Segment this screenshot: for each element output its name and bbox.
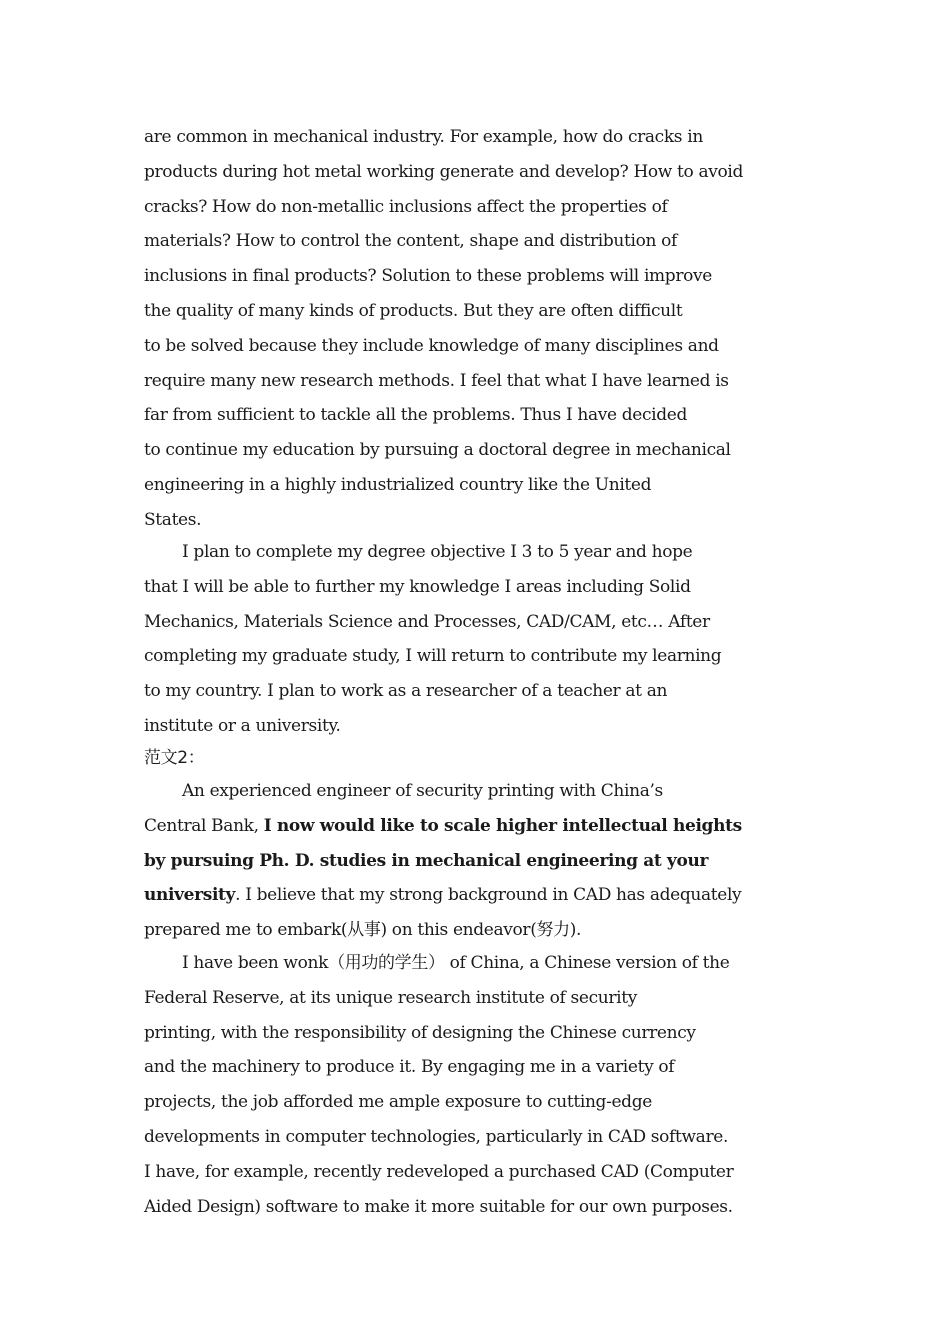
text-line: materials? How to control the content, shape and distribution of (144, 231, 677, 252)
text-line: institute or a university. (144, 715, 341, 736)
text-line: inclusions in final products? Solution to these problems will improve (144, 266, 712, 287)
text-line: far from sufficient to tackle all the problems. Thus I have decided (144, 405, 688, 426)
paragraph-3 (144, 774, 824, 948)
text-line: are common in mechanical industry. For example, how do cracks in (144, 127, 703, 147)
text-line: engineering in a highly industrialized country like the United (144, 474, 652, 495)
text-line: to be solved because they include knowledge of many disciplines and (144, 335, 719, 356)
text-line (144, 878, 824, 913)
bold-text-run: university (144, 885, 236, 906)
text-line: cracks? How do non-metallic inclusions affect the properties of (144, 196, 668, 217)
text-line: completing my graduate study, I will return to contribute my learning (144, 646, 722, 667)
text-line: I have been wonk（用功的学生） of China, a Chinese version of the (182, 953, 730, 973)
section-heading: 范文2： (144, 748, 205, 768)
text-line: Mechanics, Materials Science and Processes, CAD/CAM, etc… After (144, 611, 710, 632)
bold-text-run: I now would like to scale higher intellectual heights (263, 815, 742, 836)
text-line (144, 809, 824, 844)
text-line: the quality of many kinds of products. But they are often difficult (144, 300, 683, 321)
text-line: developments in computer technologies, particularly in CAD software. (144, 1126, 728, 1147)
paragraph-4 (144, 946, 824, 1224)
text-line: projects, the job afforded me ample exposure to cutting-edge (144, 1092, 652, 1113)
text-line: Federal Reserve, at its unique research institute of security (144, 987, 638, 1008)
text-line: prepared me to embark(从事) on this endeavor(努力). (144, 920, 582, 941)
text-line: to continue my education by pursuing a doctoral degree in mechanical (144, 440, 731, 461)
text-line: to my country. I plan to work as a researcher of a teacher at an (144, 681, 668, 702)
paragraph-1 (144, 120, 824, 538)
text-line: printing, with the responsibility of designing the Chinese currency (144, 1022, 696, 1043)
bold-text-line: by pursuing Ph. D. studies in mechanical engineering at your (144, 850, 709, 871)
text-line: I plan to complete my degree objective I 3 to 5 year and hope (182, 542, 693, 562)
text-run: Central Bank, (144, 815, 264, 836)
paragraph-2 (144, 535, 824, 744)
text-line: I have, for example, recently redeveloped a purchased CAD (Computer (144, 1161, 734, 1182)
text-line: and the machinery to produce it. By engaging me in a variety of (144, 1057, 675, 1078)
text-line: products during hot metal working generate and develop? How to avoid (144, 161, 744, 182)
text-line: require many new research methods. I feel that what I have learned is (144, 370, 729, 391)
text-run: . I believe that my strong background in CAD has adequately (235, 885, 742, 906)
text-line: Aided Design) software to make it more suitable for our own purposes. (144, 1196, 733, 1217)
text-line: An experienced engineer of security printing with China’s (182, 781, 663, 801)
text-line: States. (144, 509, 202, 530)
text-line: that I will be able to further my knowledge I areas including Solid (144, 576, 691, 597)
section-heading-block (144, 741, 824, 776)
